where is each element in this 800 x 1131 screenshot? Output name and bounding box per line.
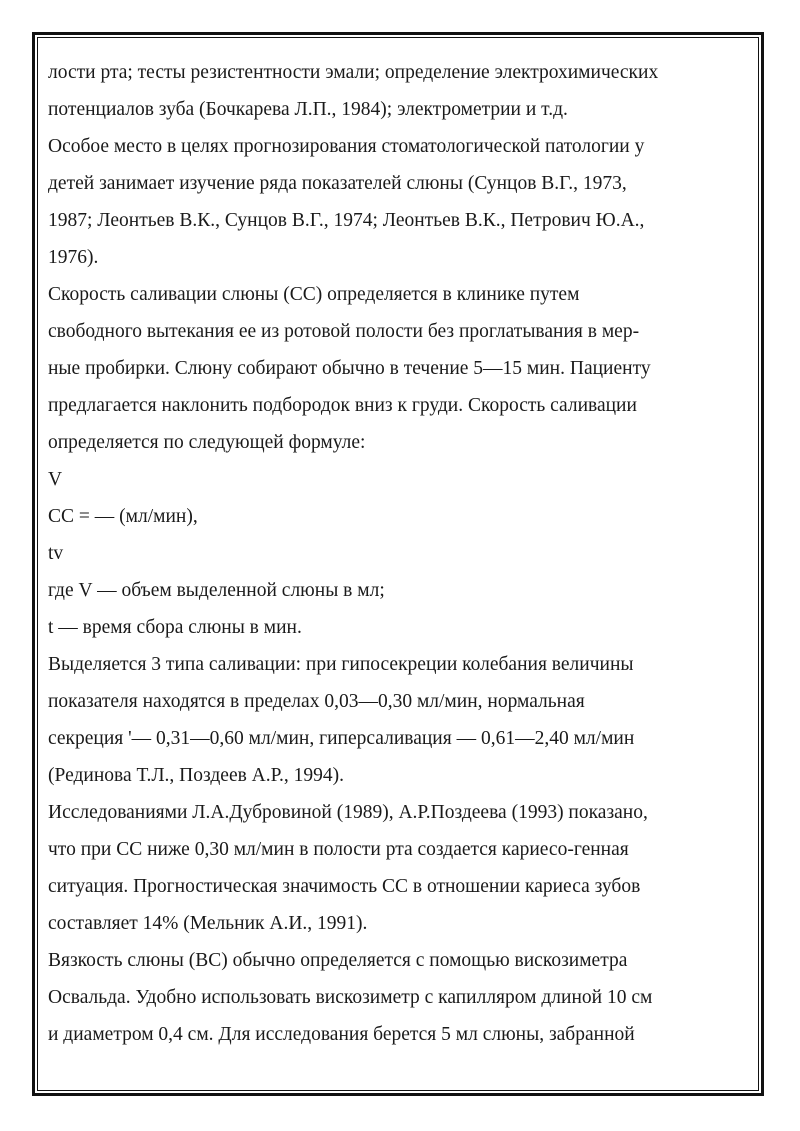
text-line: потенциалов зуба (Бочкарева Л.П., 1984); электрометрии и т.д. (48, 99, 568, 120)
text-line: Вязкость слюны (ВС) обычно определяется с помощью вискозиметра (48, 950, 628, 971)
text-line: Особое место в целях прогнозирования стоматологической патологии у (48, 136, 645, 157)
text-line: составляет 14% (Мельник А.И., 1991). (48, 913, 368, 934)
text-line: ситуация. Прогностическая значимость СС в отношении кариеса зубов (48, 876, 641, 897)
text-line: 1976). (48, 247, 99, 268)
formula-numerator: V (48, 469, 63, 490)
text-line: t — время сбора слюны в мин. (48, 617, 302, 638)
text-line: ные пробирки. Слюну собирают обычно в течение 5—15 мин. Пациенту (48, 358, 651, 379)
text-line: Скорость саливации слюны (СС) определяется в клинике путем (48, 284, 580, 305)
text-line: лости рта; тесты резистентности эмали; определение электрохимических (48, 62, 659, 83)
text-line: секреция '— 0,31—0,60 мл/мин, гиперсаливация — 0,61—2,40 мл/мин (48, 728, 635, 749)
text-line: определяется по следующей формуле: (48, 432, 366, 453)
text-line: показателя находятся в пределах 0,03—0,30 мл/мин, нормальная (48, 691, 585, 712)
formula: СС = — (мл/мин), (48, 506, 198, 527)
text-line: предлагается наклонить подбородок вниз к груди. Скорость саливации (48, 395, 637, 416)
document-body (48, 54, 748, 1053)
text-line: детей занимает изучение ряда показателей слюны (Сунцов В.Г., 1973, (48, 173, 627, 194)
text-line: что при СС ниже 0,30 мл/мин в полости рта создается кариесо-генная (48, 839, 629, 860)
text-line: и диаметром 0,4 см. Для исследования берется 5 мл слюны, забранной (48, 1024, 635, 1045)
formula-denominator: tv (48, 543, 64, 564)
text-line: свободного вытекания ее из ротовой полости без проглатывания в мер- (48, 321, 640, 342)
text-line: (Рединова Т.Л., Поздеев А.Р., 1994). (48, 765, 345, 786)
text-line: Выделяется 3 типа саливации: при гипосекреции колебания величины (48, 654, 634, 675)
text-line: Освальда. Удобно использовать вискозиметр с капилляром длиной 10 см (48, 987, 653, 1008)
text-line: 1987; Леонтьев В.К., Сунцов В.Г., 1974; Леонтьев В.К., Петрович Ю.А., (48, 210, 645, 231)
text-line: где V — объем выделенной слюны в мл; (48, 580, 385, 601)
text-line: Исследованиями Л.А.Дубровиной (1989), А.Р.Поздеева (1993) показано, (48, 802, 648, 823)
